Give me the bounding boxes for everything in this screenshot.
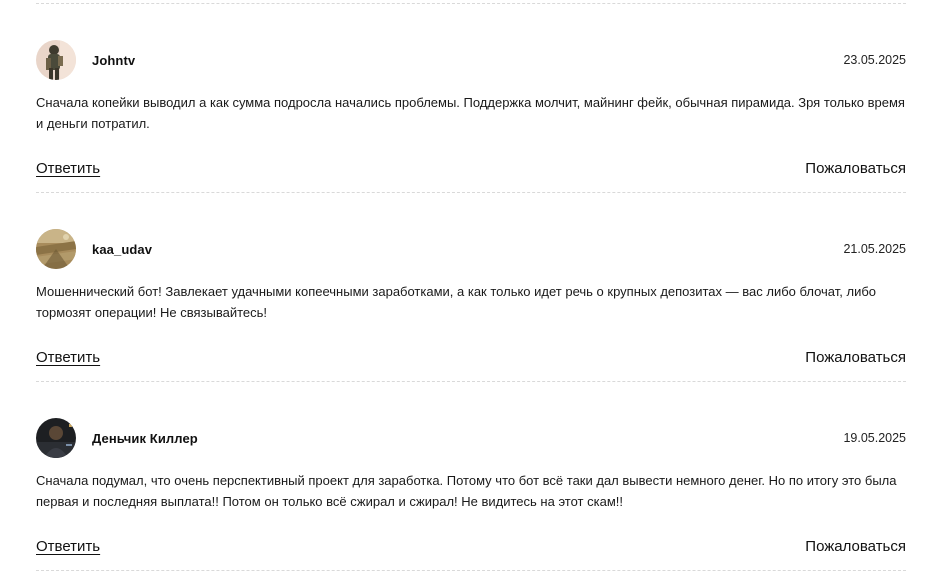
report-button[interactable]: Пожаловаться [805,349,906,366]
comment-date: 23.05.2025 [843,53,906,67]
comment-actions [36,160,906,177]
comment-text: Сначала подумал, что очень перспективный проект для заработка. Потому что бот всё таки дал вывести немного денег. Но по итогу это была первая и последняя выплата!! Потом он только всё сжирал и сжирал! Не видитесь на этот скам!! [36,473,897,509]
comment-header [36,229,906,269]
reply-button[interactable]: Ответить [36,349,101,366]
user-avatar[interactable] [36,40,76,80]
comment-text: Мошеннический бот! Завлекает удачными копеечными заработками, а как только идет речь о крупных депозитах — вас либо блочат, либо тормозят операции! Не связывайтесь! [36,284,877,320]
comments-list [36,0,906,571]
comment-date: 19.05.2025 [843,431,906,445]
comment-date: 21.05.2025 [843,242,906,256]
comment-item [36,382,906,571]
comment-author: kaa_udav [92,241,153,257]
comment-item [36,4,906,193]
comment-header [36,418,906,458]
comment-header [36,40,906,80]
comment-text: Сначала копейки выводил а как сумма подросла начались проблемы. Поддержка молчит, майнинг фейк, обычная пирамида. Зря только время и деньги потратил. [36,95,905,131]
reply-button[interactable]: Ответить [36,538,101,555]
comment-author: Johntv [92,52,136,68]
comment-actions [36,349,906,366]
comment-author: Деньчик Киллер [92,430,198,446]
reply-button[interactable]: Ответить [36,160,101,177]
report-button[interactable]: Пожаловаться [805,538,906,555]
report-button[interactable]: Пожаловаться [805,160,906,177]
divider [36,570,906,571]
comment-item [36,193,906,382]
comment-actions [36,538,906,555]
user-avatar[interactable] [36,418,76,458]
user-avatar[interactable] [36,229,76,269]
